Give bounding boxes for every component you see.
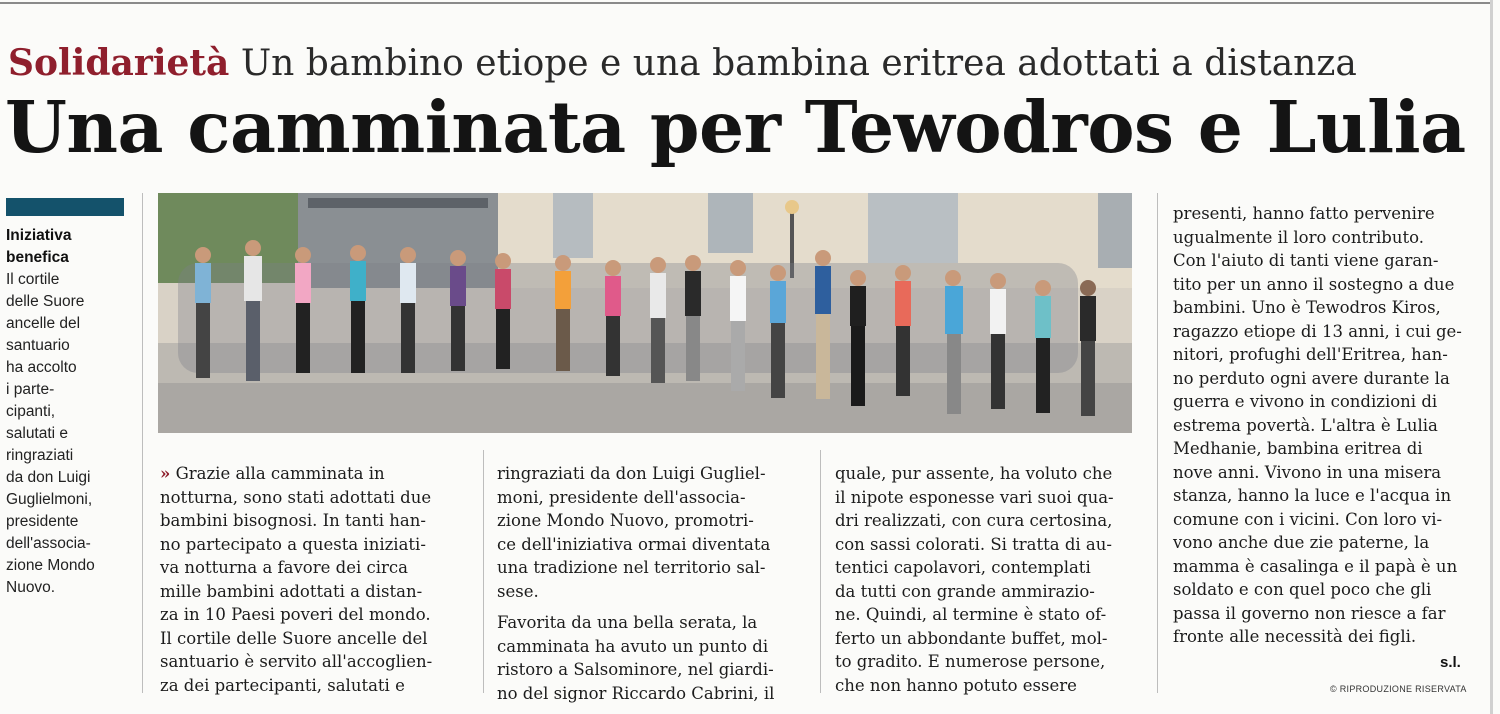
text-line: tentici capolavori, contemplati	[835, 558, 1091, 577]
text-line: ristoro a Salsominore, nel giardi-	[497, 660, 774, 679]
headline: Una camminata per Tewodros e Lulia	[5, 85, 1466, 169]
quote-mark-icon: »	[160, 464, 171, 483]
column-rule	[483, 450, 484, 693]
text-line: dri realizzati, con cura certosina,	[835, 511, 1113, 530]
sidebar-line: da don Luigi	[6, 469, 91, 486]
text-line: ringraziati da don Luigi Gugliel-	[497, 464, 766, 483]
text-line: Con l'aiuto di tanti viene garan-	[1173, 251, 1439, 270]
text-line: guerra e vivono in condizioni di	[1173, 392, 1438, 411]
text-line: Favorita da una bella serata, la	[497, 613, 758, 632]
text-line: da tutti con grande ammirazio-	[835, 581, 1095, 601]
text-line: no del signor Riccardo Cabrini, il	[497, 683, 775, 703]
text-line: quale, pur assente, ha voluto che	[835, 464, 1113, 483]
text-line: vono anche due zie paterne, la	[1173, 533, 1430, 552]
text-line: sese.	[497, 581, 539, 601]
text-line: comune con i vicini. Con loro vi-	[1173, 509, 1443, 529]
author-signature: s.l.	[1440, 654, 1461, 671]
text-line: con sassi colorati. Si tratta di au-	[835, 534, 1112, 554]
text-line: stanza, hanno la luce e l'acqua in	[1173, 486, 1452, 505]
sidebar-line: delle Suore	[6, 293, 85, 310]
text-line: camminata ha avuto un punto di	[497, 636, 769, 656]
text-line: fronte alle necessità dei figli.	[1173, 627, 1417, 646]
text-line: va notturna a favore dei circa	[160, 558, 408, 577]
text-line: soldato e con quel poco che gli	[1173, 580, 1432, 599]
text-line: moni, presidente dell'associa-	[497, 487, 746, 507]
text-line: passa il governo non riesce a far	[1173, 603, 1446, 623]
text-line: to gradito. E numerose persone,	[835, 652, 1106, 671]
text-line: mille bambini adottati a distan-	[160, 581, 423, 601]
sidebar-title-line: benefica	[6, 249, 69, 266]
text-line: il nipote esponesse vari suoi qua-	[835, 487, 1114, 507]
text-line: ce dell'iniziativa ormai diventata	[497, 534, 771, 554]
sidebar-line: dell'associa-	[6, 535, 91, 552]
sidebar-line: salutati e	[6, 425, 69, 442]
sidebar-text	[6, 269, 124, 599]
text-line: no partecipato a questa iniziati-	[160, 534, 426, 554]
text-line: ne. Quindi, al termine è stato of-	[835, 605, 1107, 624]
text-line: mamma è casalinga e il papà è un	[1173, 556, 1458, 576]
sidebar-line: Nuovo.	[6, 579, 56, 596]
text-line: Il cortile delle Suore ancelle del	[160, 628, 428, 648]
text-line: nitori, profughi dell'Eritrea, han-	[1173, 345, 1448, 364]
sidebar-line: presidente	[6, 513, 79, 530]
sidebar-line: i parte-	[6, 381, 55, 398]
copyright-notice: © RIPRODUZIONE RISERVATA	[1330, 684, 1467, 694]
text-line: che non hanno potuto essere	[835, 675, 1077, 695]
text-line: santuario è servito all'accoglien-	[160, 652, 433, 671]
article-column-3	[835, 462, 1140, 697]
group-photo	[158, 193, 1132, 433]
sidebar-title-line: Iniziativa	[6, 227, 72, 244]
kicker-subtitle: Un bambino etiope e una bambina eritrea adottati a distanza	[240, 43, 1357, 84]
text-line: Grazie alla camminata in	[175, 464, 385, 483]
text-line: ferto un abbondante buffet, mol-	[835, 628, 1108, 648]
text-line: zione Mondo Nuovo, promotri-	[497, 511, 754, 530]
kicker-category: Solidarietà	[8, 42, 230, 84]
sidebar-line: cipanti,	[6, 403, 56, 420]
page-edge	[1490, 0, 1493, 714]
text-line: ragazzo etiope di 13 anni, i cui ge-	[1173, 321, 1462, 341]
text-line: bambini. Uno è Tewodros Kiros,	[1173, 298, 1441, 317]
text-line: ugualmente il loro contributo.	[1173, 227, 1424, 247]
text-line: no perduto ogni avere durante la	[1173, 368, 1450, 388]
column-rule	[820, 450, 821, 693]
article-column-2	[497, 462, 802, 705]
sidebar-line: Il cortile	[6, 271, 60, 288]
text-line: tito per un anno il sostegno a due	[1173, 274, 1455, 294]
column-rule	[1157, 193, 1158, 693]
text-line: presenti, hanno fatto pervenire	[1173, 204, 1435, 223]
sidebar-color-bar	[6, 198, 124, 216]
sidebar-box	[6, 198, 124, 599]
sidebar-line: santuario	[6, 337, 70, 354]
text-line: notturna, sono stati adottati due	[160, 487, 432, 507]
kicker	[8, 40, 1488, 86]
text-line: nove anni. Vivono in una misera	[1173, 462, 1442, 482]
top-rule	[0, 2, 1492, 4]
article-column-1	[160, 462, 465, 697]
text-line: estrema povertà. L'altra è Lulia	[1173, 415, 1438, 435]
group-photo-illustration	[158, 193, 1132, 433]
sidebar-line: ha accolto	[6, 359, 77, 376]
article-column-4	[1173, 202, 1479, 649]
text-line: una tradizione nel territorio sal-	[497, 558, 766, 577]
text-line: za in 10 Paesi poveri del mondo.	[160, 605, 431, 624]
sidebar-line: ancelle del	[6, 315, 81, 332]
text-line: za dei partecipanti, salutati e	[160, 675, 405, 695]
column-rule	[142, 193, 143, 693]
sidebar-line: Guglielmoni,	[6, 491, 93, 508]
sidebar-line: zione Mondo	[6, 557, 95, 574]
sidebar-line: ringraziati	[6, 447, 74, 464]
text-line: bambini bisognosi. In tanti han-	[160, 511, 426, 530]
text-line: Medhanie, bambina eritrea di	[1173, 439, 1423, 458]
